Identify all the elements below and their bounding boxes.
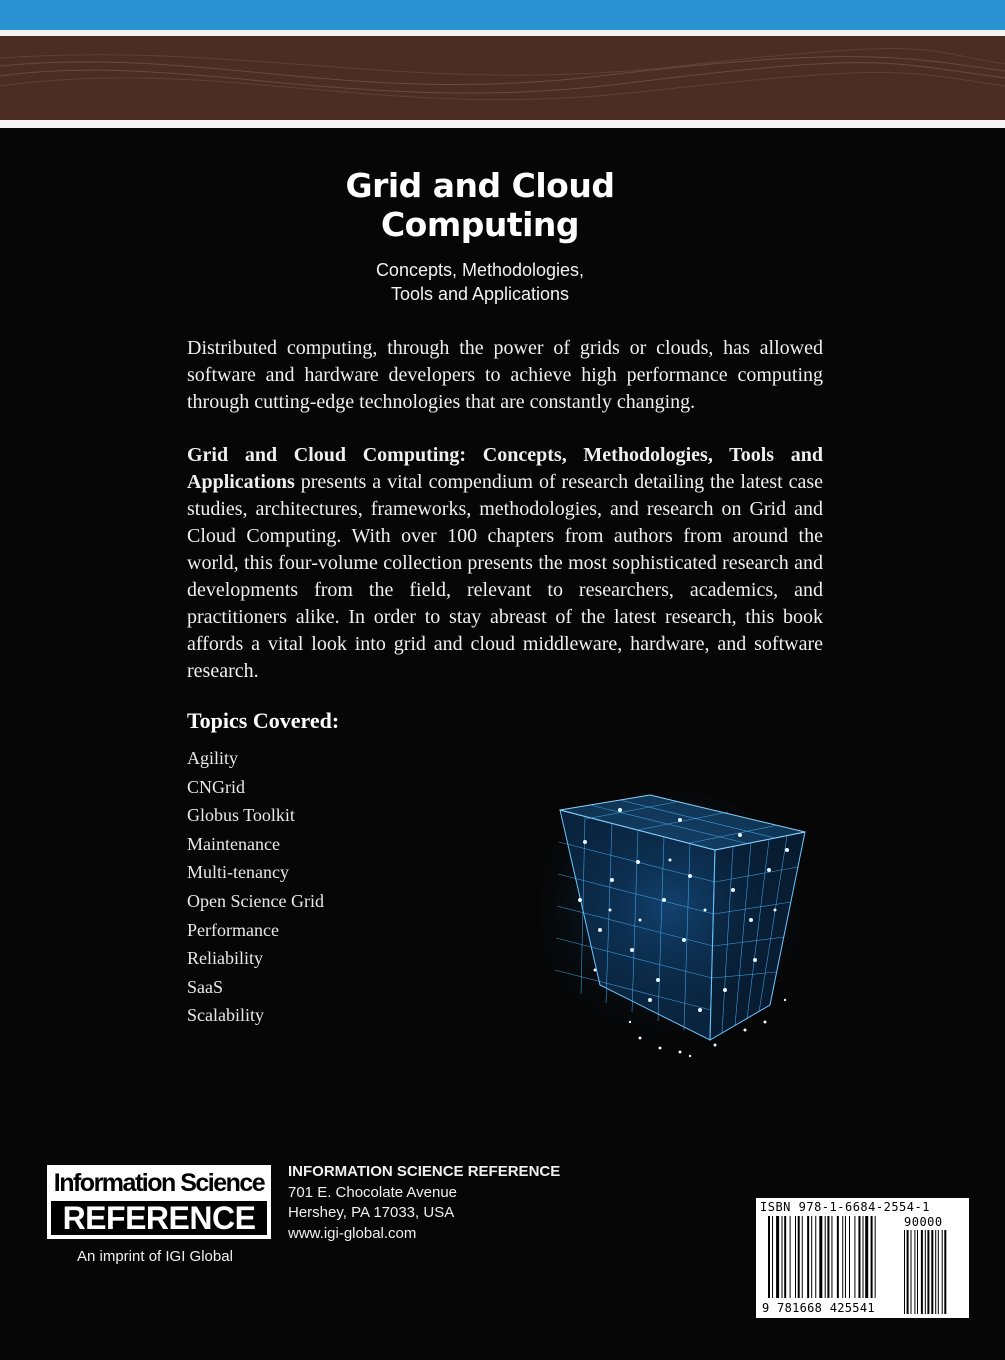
subtitle-line-2: Tools and Applications (390, 284, 570, 304)
barcode-bar (825, 1216, 826, 1298)
barcode-bar (819, 1216, 822, 1298)
topic-item: Globus Toolkit (187, 805, 295, 826)
barcode-digits: 9 781668 425541 (762, 1301, 875, 1315)
barcode-bar (795, 1216, 796, 1298)
book-title-text: Grid and Cloud Computing (345, 166, 615, 244)
topic-item: Scalability (187, 1005, 264, 1026)
barcode-addon-bar (907, 1230, 909, 1314)
isbn-barcode (756, 1198, 969, 1318)
barcode-bar (831, 1216, 832, 1298)
barcode-addon-bar (917, 1230, 918, 1314)
brown-wave-band (0, 36, 1005, 120)
logo-line-2: REFERENCE (51, 1201, 267, 1235)
publisher-name: INFORMATION SCIENCE REFERENCE (288, 1163, 561, 1180)
bottom-white-stripe (0, 120, 1005, 128)
topic-item: Multi-tenancy (187, 862, 289, 883)
subtitle-line-1: Concepts, Methodologies, (375, 260, 585, 280)
logo-line-1: Information Science (49, 1167, 269, 1200)
barcode-addon-bar (935, 1230, 936, 1314)
topic-item: Open Science Grid (187, 890, 324, 911)
description-paragraph-2 (187, 442, 823, 685)
publisher-website: www.igi-global.com (288, 1224, 417, 1242)
description-paragraph-1: Distributed computing, through the power of grids or clouds, has allowed software and hardware developers to achieve high performance computing through cutting-edge technologies that are constantly changing. (187, 337, 823, 413)
barcode-bar (858, 1216, 860, 1298)
book-title (250, 166, 710, 244)
publisher-street: 701 E. Chocolate Avenue (288, 1183, 458, 1201)
wave-decoration (0, 36, 1005, 120)
barcode-addon-bar (944, 1230, 946, 1314)
barcode-bar (827, 1216, 829, 1298)
book-subtitle (250, 258, 710, 306)
barcode-bar (784, 1216, 786, 1298)
barcode-bar (782, 1216, 783, 1298)
topic-item: CNGrid (187, 776, 245, 797)
barcode-bar (845, 1216, 846, 1298)
topic-item: Performance (187, 919, 279, 940)
barcode-bar (863, 1216, 864, 1298)
publisher-logo (47, 1165, 271, 1239)
barcode-bar (811, 1216, 812, 1298)
topic-item: Maintenance (187, 833, 280, 854)
barcode-addon-bar (942, 1230, 943, 1314)
barcode-bar (768, 1216, 770, 1298)
barcode-addon-bar (925, 1230, 926, 1314)
barcode-bar (849, 1216, 850, 1298)
barcode-bar (790, 1216, 791, 1298)
glowing-grid-cube-image (540, 790, 820, 1060)
imprint-text: An imprint of IGI Global (77, 1248, 233, 1265)
topics-list (187, 744, 324, 1030)
barcode-bar (875, 1216, 876, 1298)
publisher-city: Hershey, PA 17033, USA (288, 1204, 455, 1221)
barcode-addon-bar (931, 1230, 933, 1314)
paragraph-2-text: presents a vital compendium of research detailing the latest case studies, architectures, frameworks, methodologies, and research on Grid and Cloud Computing. With over 100 chapters from authors from around the world, this four-volume collection presents the most sophisticated research and developments from the field, relevant to researchers, academics, and practitioners alike. In order to stay abreast of the latest research, this book affords a vital look into grid and cloud middleware, hardware, and software research. (187, 471, 823, 682)
barcode-bar (802, 1216, 803, 1298)
barcode-bar (798, 1216, 800, 1298)
paragraph-2-bold-title: Grid and Cloud Computing: Concepts, Methodologies, Tools and Applications (187, 444, 823, 493)
barcode-bar (776, 1216, 779, 1298)
barcode-bar (772, 1216, 773, 1298)
topics-heading: Topics Covered: (187, 708, 340, 733)
barcode-bar (837, 1216, 839, 1298)
top-blue-band (0, 0, 1005, 30)
barcode-addon-bar (938, 1230, 939, 1314)
barcode-bar (815, 1216, 816, 1298)
publisher-address (288, 1162, 560, 1244)
topic-item: Agility (187, 748, 239, 768)
barcode-bar (871, 1216, 873, 1298)
topic-item: Reliability (187, 948, 263, 969)
barcode-bar (865, 1216, 868, 1298)
barcode-addon-bar (914, 1230, 915, 1314)
barcode-addon-bar (927, 1230, 929, 1314)
barcode-price-code: 90000 (904, 1215, 943, 1229)
isbn-text: ISBN 978-1-6684-2554-1 (760, 1200, 930, 1214)
topic-item: SaaS (187, 976, 223, 997)
barcode-bar (807, 1216, 809, 1298)
barcode-bar (854, 1216, 855, 1298)
barcode-addon-bar (904, 1230, 905, 1314)
barcode-addon-bar (911, 1230, 912, 1314)
barcode-addon-bar (921, 1230, 923, 1314)
barcode-bar (842, 1216, 843, 1298)
